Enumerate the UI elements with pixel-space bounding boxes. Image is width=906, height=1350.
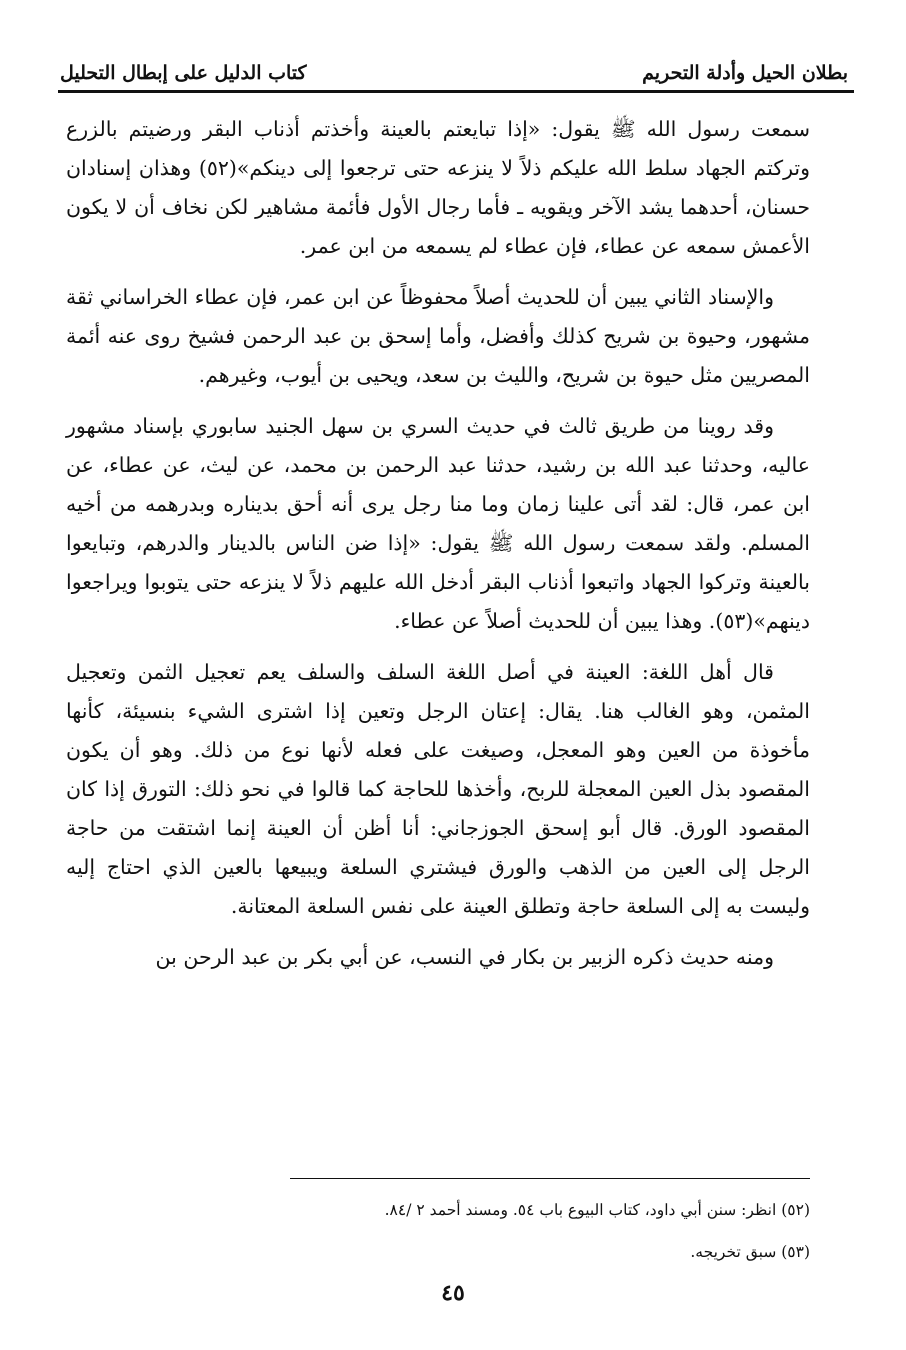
paragraph: ومنه حديث ذكره الزبير بن بكار في النسب، عن أبي بكر بن عبد الرحن بن <box>155 945 774 969</box>
header-rule <box>58 90 854 93</box>
header-right-title: بطلان الحيل وأدلة التحريم <box>642 62 848 84</box>
paragraph: قال أهل اللغة: العينة في أصل اللغة السلف والسلف يعم تعجيل الثمن وتعجيل المثمن، وهو الغالب هنا. يقال: إعتان الرجل وتعين إذا اشترى الشيء بنسيئة، كأنها مأخوذة من العين وهو المعجل، وصيغت على فعله لأنها نوع من ذلك. وهو أن يكون المقصود بذل العين المعجلة للربح، وأخذها للحاجة كما قالوا في نحو ذلك: التورق إذا كان المقصود الورق. قال أبو إسحق الجوزجاني: أنا أظن أن العينة إنما اشتقت من حاجة الرجل إلى العين من الذهب والورق فيشتري السلعة ويبيعها بالعين الذي احتاج إليه وليست به إلى السلعة حاجة وتطلق العينة على نفس السلعة المعتانة. <box>66 660 810 918</box>
paragraph: وقد روينا من طريق ثالث في حديث السري بن سهل الجنيد سابوري بإسناد مشهور عاليه، وحدثنا عبد الله بن رشيد، حدثنا عبد الرحمن بن محمد، عن ليث، عن عطاء، عن ابن عمر، قال: لقد أتى علينا زمان وما منا رجل يرى أنه أحق بديناره وبدرهمه من أخيه المسلم. ولقد سمعت رسول الله ﷺ يقول: «إذا ضن الناس بالدينار والدرهم، وتبايعوا بالعينة وتركوا الجهاد واتبعوا أذناب البقر أدخل الله عليهم ذلاً لا ينزعه حتى يتوبوا ويراجعوا دينهم»(٥٣). وهذا يبين أن للحديث أصلاً عن عطاء. <box>66 414 810 633</box>
header-left-title: كتاب الدليل على إبطال التحليل <box>60 62 307 84</box>
footnote: (٥٣) سبق تخريجه. <box>690 1243 810 1261</box>
page-number: ٤٥ <box>441 1280 465 1306</box>
footnote-rule <box>290 1178 810 1179</box>
paragraph: سمعت رسول الله ﷺ يقول: «إذا تبايعتم بالعينة وأخذتم أذناب البقر ورضيتم بالزرع وتركتم الجهاد سلط الله عليكم ذلاً لا ينزعه حتى ترجعوا إلى دينكم»(٥٢) وهذان إسنادان حسنان، أحدهما يشد الآخر ويقويه ـ فأما رجال الأول فأئمة مشاهير لكن نخاف أن لا يكون الأعمش سمعه عن عطاء، فإن عطاء لم يسمعه من ابن عمر. <box>66 117 810 258</box>
footnotes <box>66 1194 810 1278</box>
running-header <box>60 44 848 84</box>
main-text <box>66 110 810 989</box>
footnote: (٥٢) انظر: سنن أبي داود، كتاب البيوع باب ٥٤. ومسند أحمد ٢ /٨٤. <box>384 1201 810 1219</box>
paragraph: والإسناد الثاني يبين أن للحديث أصلاً محفوظاً عن ابن عمر، فإن عطاء الخراساني ثقة مشهور، وحيوة بن شريح كذلك وأفضل، وأما إسحق بن عبد الرحمن فشيخ روى عنه أئمة المصريين مثل حيوة بن شريح، والليث بن سعد، ويحيى بن أيوب، وغيرهم. <box>66 285 810 387</box>
